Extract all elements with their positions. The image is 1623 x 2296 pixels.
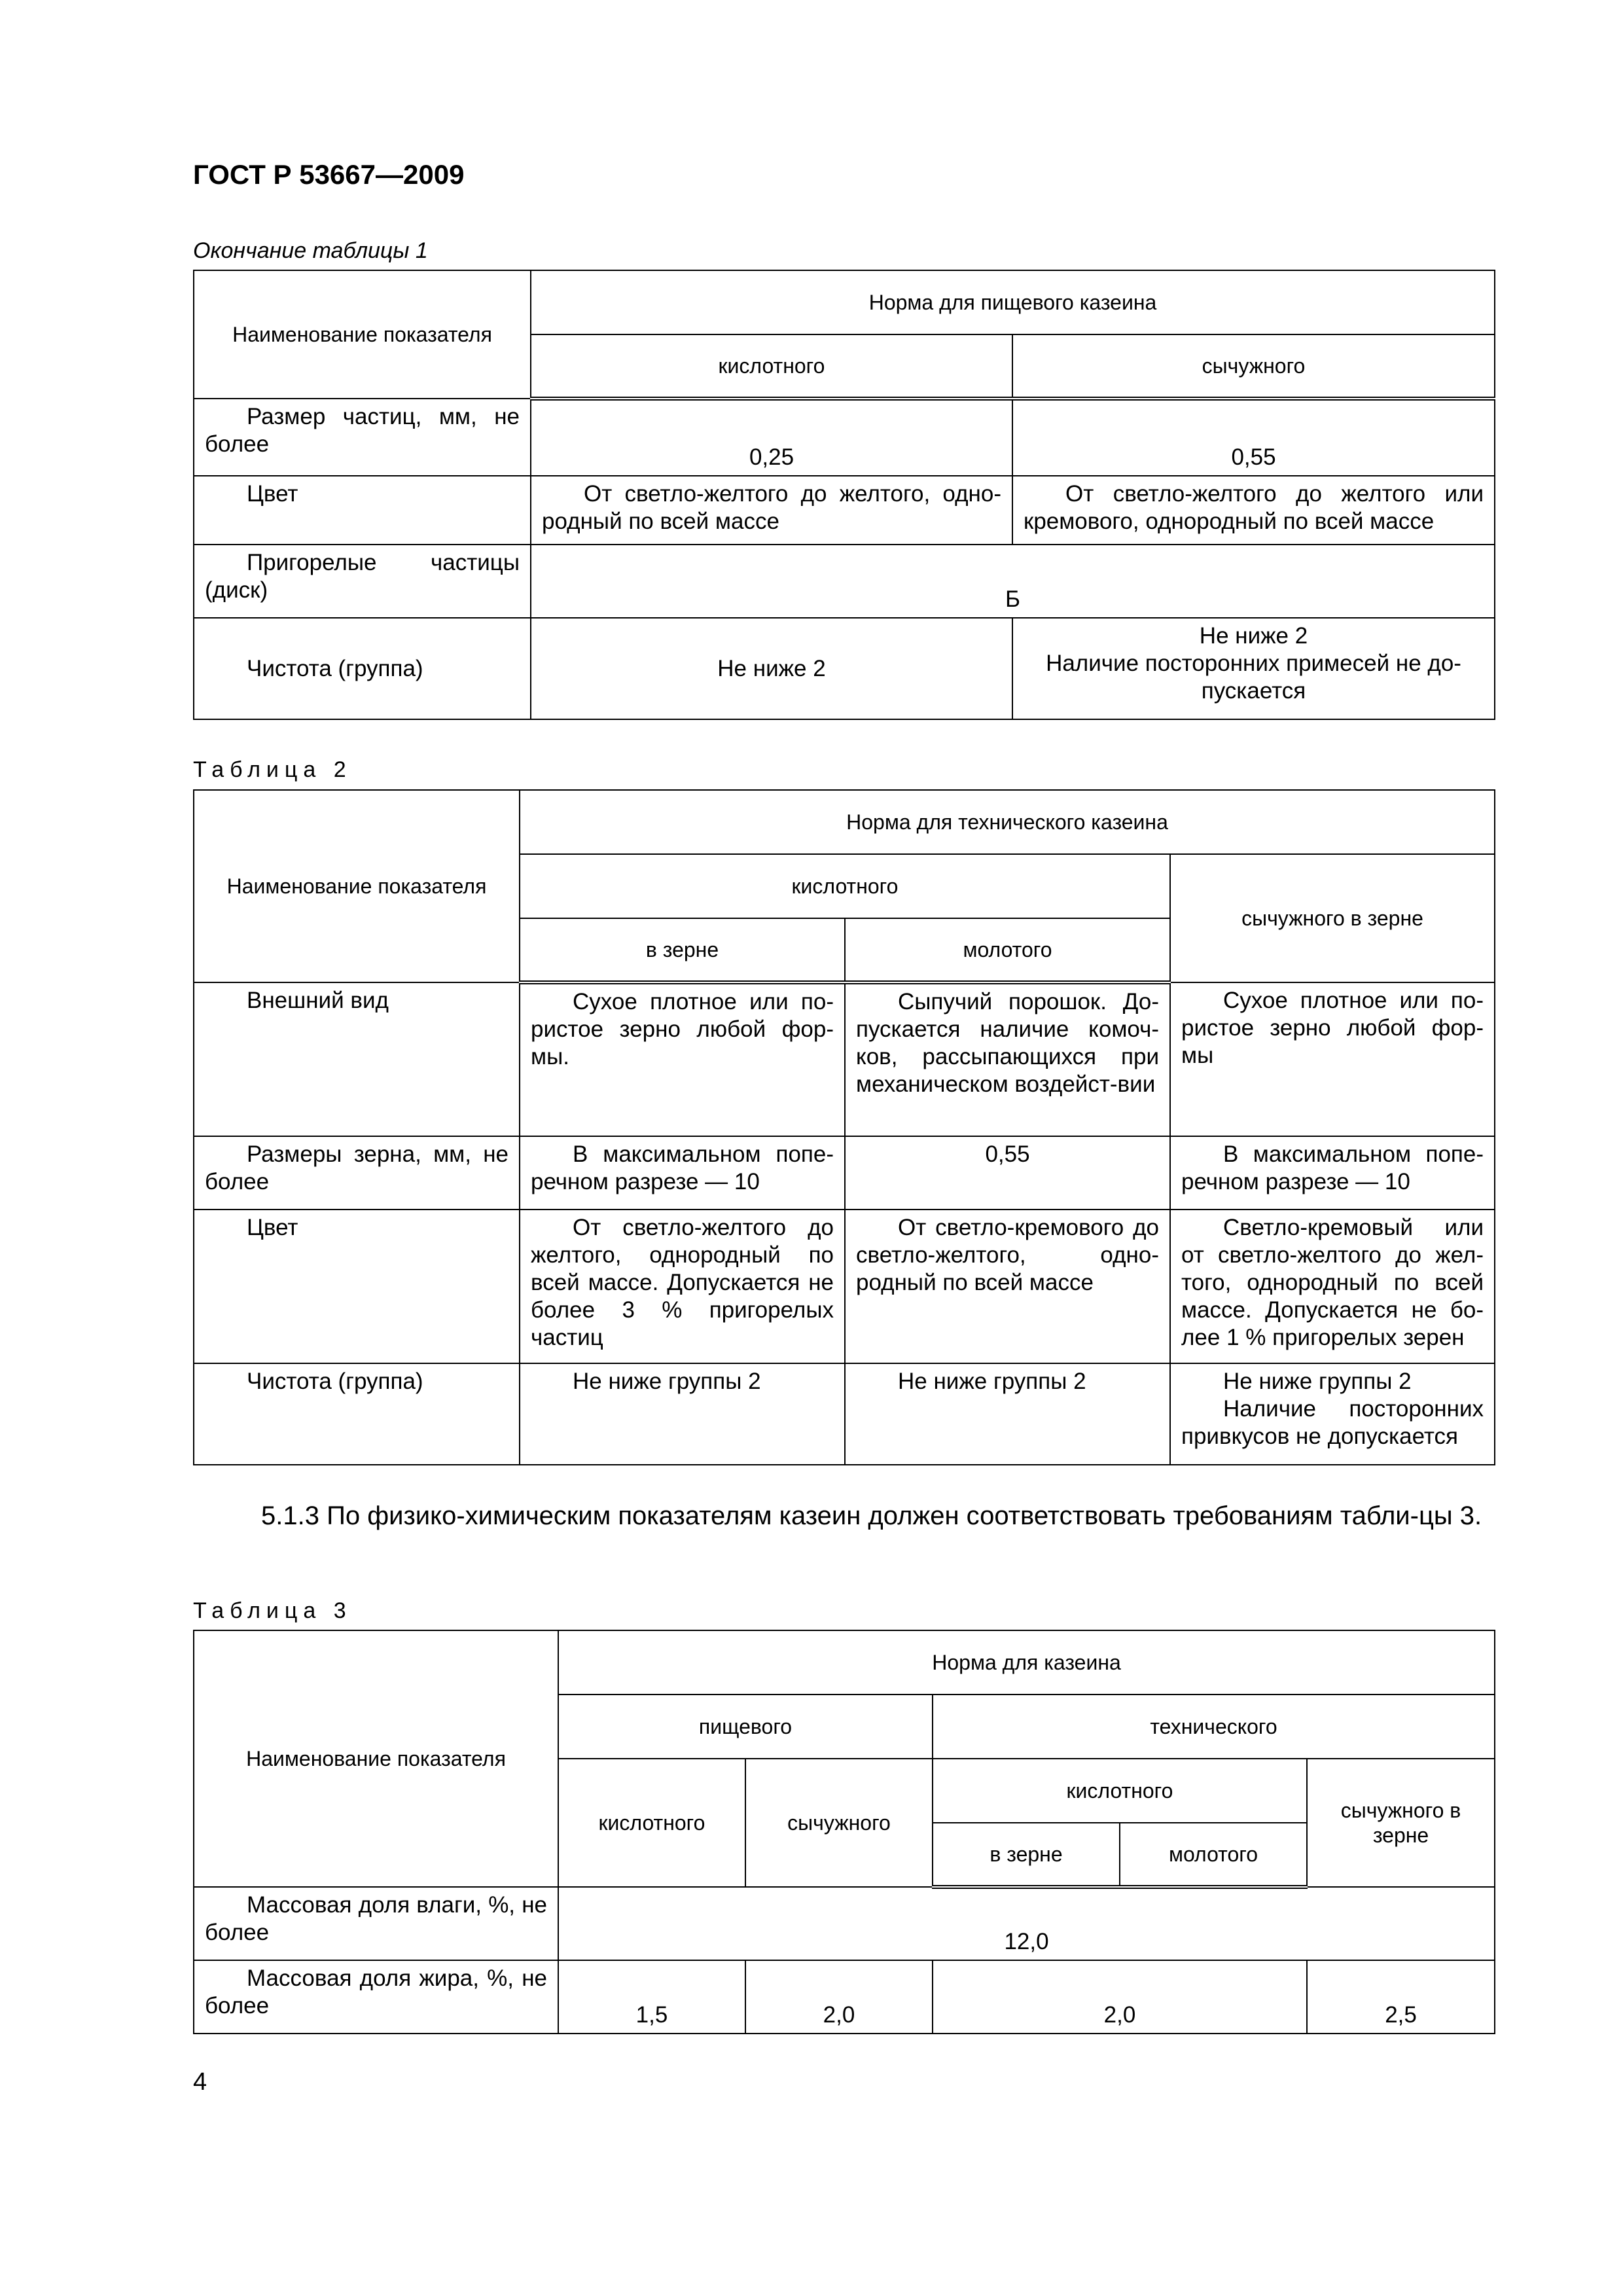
cell-value: 1,5 (558, 1960, 745, 2034)
table3 (193, 1630, 1495, 2034)
cell-value: 0,55 (1012, 399, 1495, 476)
table-row (194, 1960, 1495, 2034)
cell-value: В максимальном попе-речном разрезе — 10 (1170, 1136, 1495, 1210)
table3-header-food: пищевого (558, 1695, 933, 1759)
cell-line: Не ниже 2 (1199, 623, 1308, 649)
cell-value: 0,55 (845, 1136, 1170, 1210)
paragraph-5-1-3: 5.1.3 По физико-химическим показателям казеин должен соответствовать требованиям табли-цы 3. (261, 1501, 1482, 1530)
table2-header-acid: кислотного (520, 854, 1170, 918)
table-row (194, 1136, 1495, 1210)
table-row (194, 1210, 1495, 1363)
cell-value: В максимальном попе-речном разрезе — 10 (520, 1136, 845, 1210)
cell-value: Не ниже 2 (531, 618, 1012, 719)
cell-value: Не ниже группы 2 (845, 1363, 1170, 1465)
cell-value: 2,0 (933, 1960, 1307, 2034)
table-row (194, 399, 1495, 476)
row-name: Цвет (194, 476, 531, 545)
cell-value-merged: Б (531, 545, 1495, 618)
table3-header-grain: в зерне (933, 1823, 1120, 1887)
table3-header-food-acid: кислотного (558, 1759, 745, 1887)
cell-line: Наличие посторонних привкусов не допускается (1181, 1396, 1484, 1449)
cell-value-merged: 12,0 (558, 1887, 1495, 1960)
document-code: ГОСТ Р 53667—2009 (193, 159, 465, 190)
cell-value: От светло-кремового до светло-желтого, одно-родный по всей массе (845, 1210, 1170, 1363)
table-row (194, 982, 1495, 1136)
cell-value: 2,0 (745, 1960, 933, 2034)
table-row (194, 476, 1495, 545)
table3-header-group: Норма для казеина (558, 1630, 1495, 1695)
table3-header-tech-rennet: сычужного в зерне (1307, 1759, 1495, 1887)
table2-header-rennet-grain: сычужного в зерне (1170, 854, 1495, 982)
cell-value: 2,5 (1307, 1960, 1495, 2034)
table-row (194, 618, 1495, 719)
table3-header-ground: молотого (1120, 1823, 1307, 1887)
table1-header-name: Наименование показателя (194, 270, 531, 399)
row-name: Внешний вид (194, 982, 520, 1136)
table3-header-tech-acid: кислотного (933, 1759, 1307, 1823)
cell-value: От светло-желтого до желтого или кремового, однородный по всей массе (1012, 476, 1495, 545)
cell-value: Сыпучий порошок. До-пускается наличие комоч-ков, рассыпающихся при механическом воздейст-вии (845, 982, 1170, 1136)
table2-header-grain: в зерне (520, 918, 845, 982)
row-name: Пригорелые частицы (диск) (194, 545, 531, 618)
table-row (194, 545, 1495, 618)
table1-header-rennet: сычужного (1012, 334, 1495, 399)
table1 (193, 270, 1495, 720)
cell-value: Не ниже группы 2 (520, 1363, 845, 1465)
cell-value: Сухое плотное или по-ристое зерно любой фор-мы (1170, 982, 1495, 1136)
table2-header-name: Наименование показателя (194, 790, 520, 982)
cell-line: Наличие посторонних примесей не до-пускается (1046, 651, 1461, 704)
cell-value (1012, 618, 1495, 719)
row-name: Размеры зерна, мм, не более (194, 1136, 520, 1210)
table2-header-ground: молотого (845, 918, 1170, 982)
row-name: Чистота (группа) (194, 618, 531, 719)
row-name: Размер частиц, мм, не более (194, 399, 531, 476)
table-row (194, 1363, 1495, 1465)
table2 (193, 789, 1495, 1465)
table1-header-acid: кислотного (531, 334, 1012, 399)
table3-caption: Таблица 3 (193, 1598, 352, 1623)
cell-value: От светло-желтого до желтого, однородный по всей массе. Допускается не более 3 % пригорелых частиц (520, 1210, 845, 1363)
cell-value: Светло-кремовый или от светло-желтого до жел-того, однородный по всей массе. Допускается не бо-лее 1 % пригорелых зерен (1170, 1210, 1495, 1363)
page-number: 4 (193, 2068, 207, 2096)
cell-value (1170, 1363, 1495, 1465)
row-name: Массовая доля влаги, %, не более (194, 1887, 558, 1960)
table3-header-name: Наименование показателя (194, 1630, 558, 1887)
table1-header-group: Норма для пищевого казеина (531, 270, 1495, 334)
row-name: Массовая доля жира, %, не более (194, 1960, 558, 2034)
cell-value: 0,25 (531, 399, 1012, 476)
cell-value: Сухое плотное или по-ристое зерно любой фор-мы. (520, 982, 845, 1136)
cell-value: От светло-желтого до желтого, одно-родный по всей массе (531, 476, 1012, 545)
table2-header-group: Норма для технического казеина (520, 790, 1495, 854)
table2-caption: Таблица 2 (193, 757, 352, 782)
row-name: Цвет (194, 1210, 520, 1363)
table3-header-food-rennet: сычужного (745, 1759, 933, 1887)
table3-header-tech: технического (933, 1695, 1495, 1759)
table-row (194, 1887, 1495, 1960)
row-name: Чистота (группа) (194, 1363, 520, 1465)
table1-caption: Окончание таблицы 1 (193, 238, 428, 263)
cell-line: Не ниже группы 2 (1223, 1369, 1412, 1394)
